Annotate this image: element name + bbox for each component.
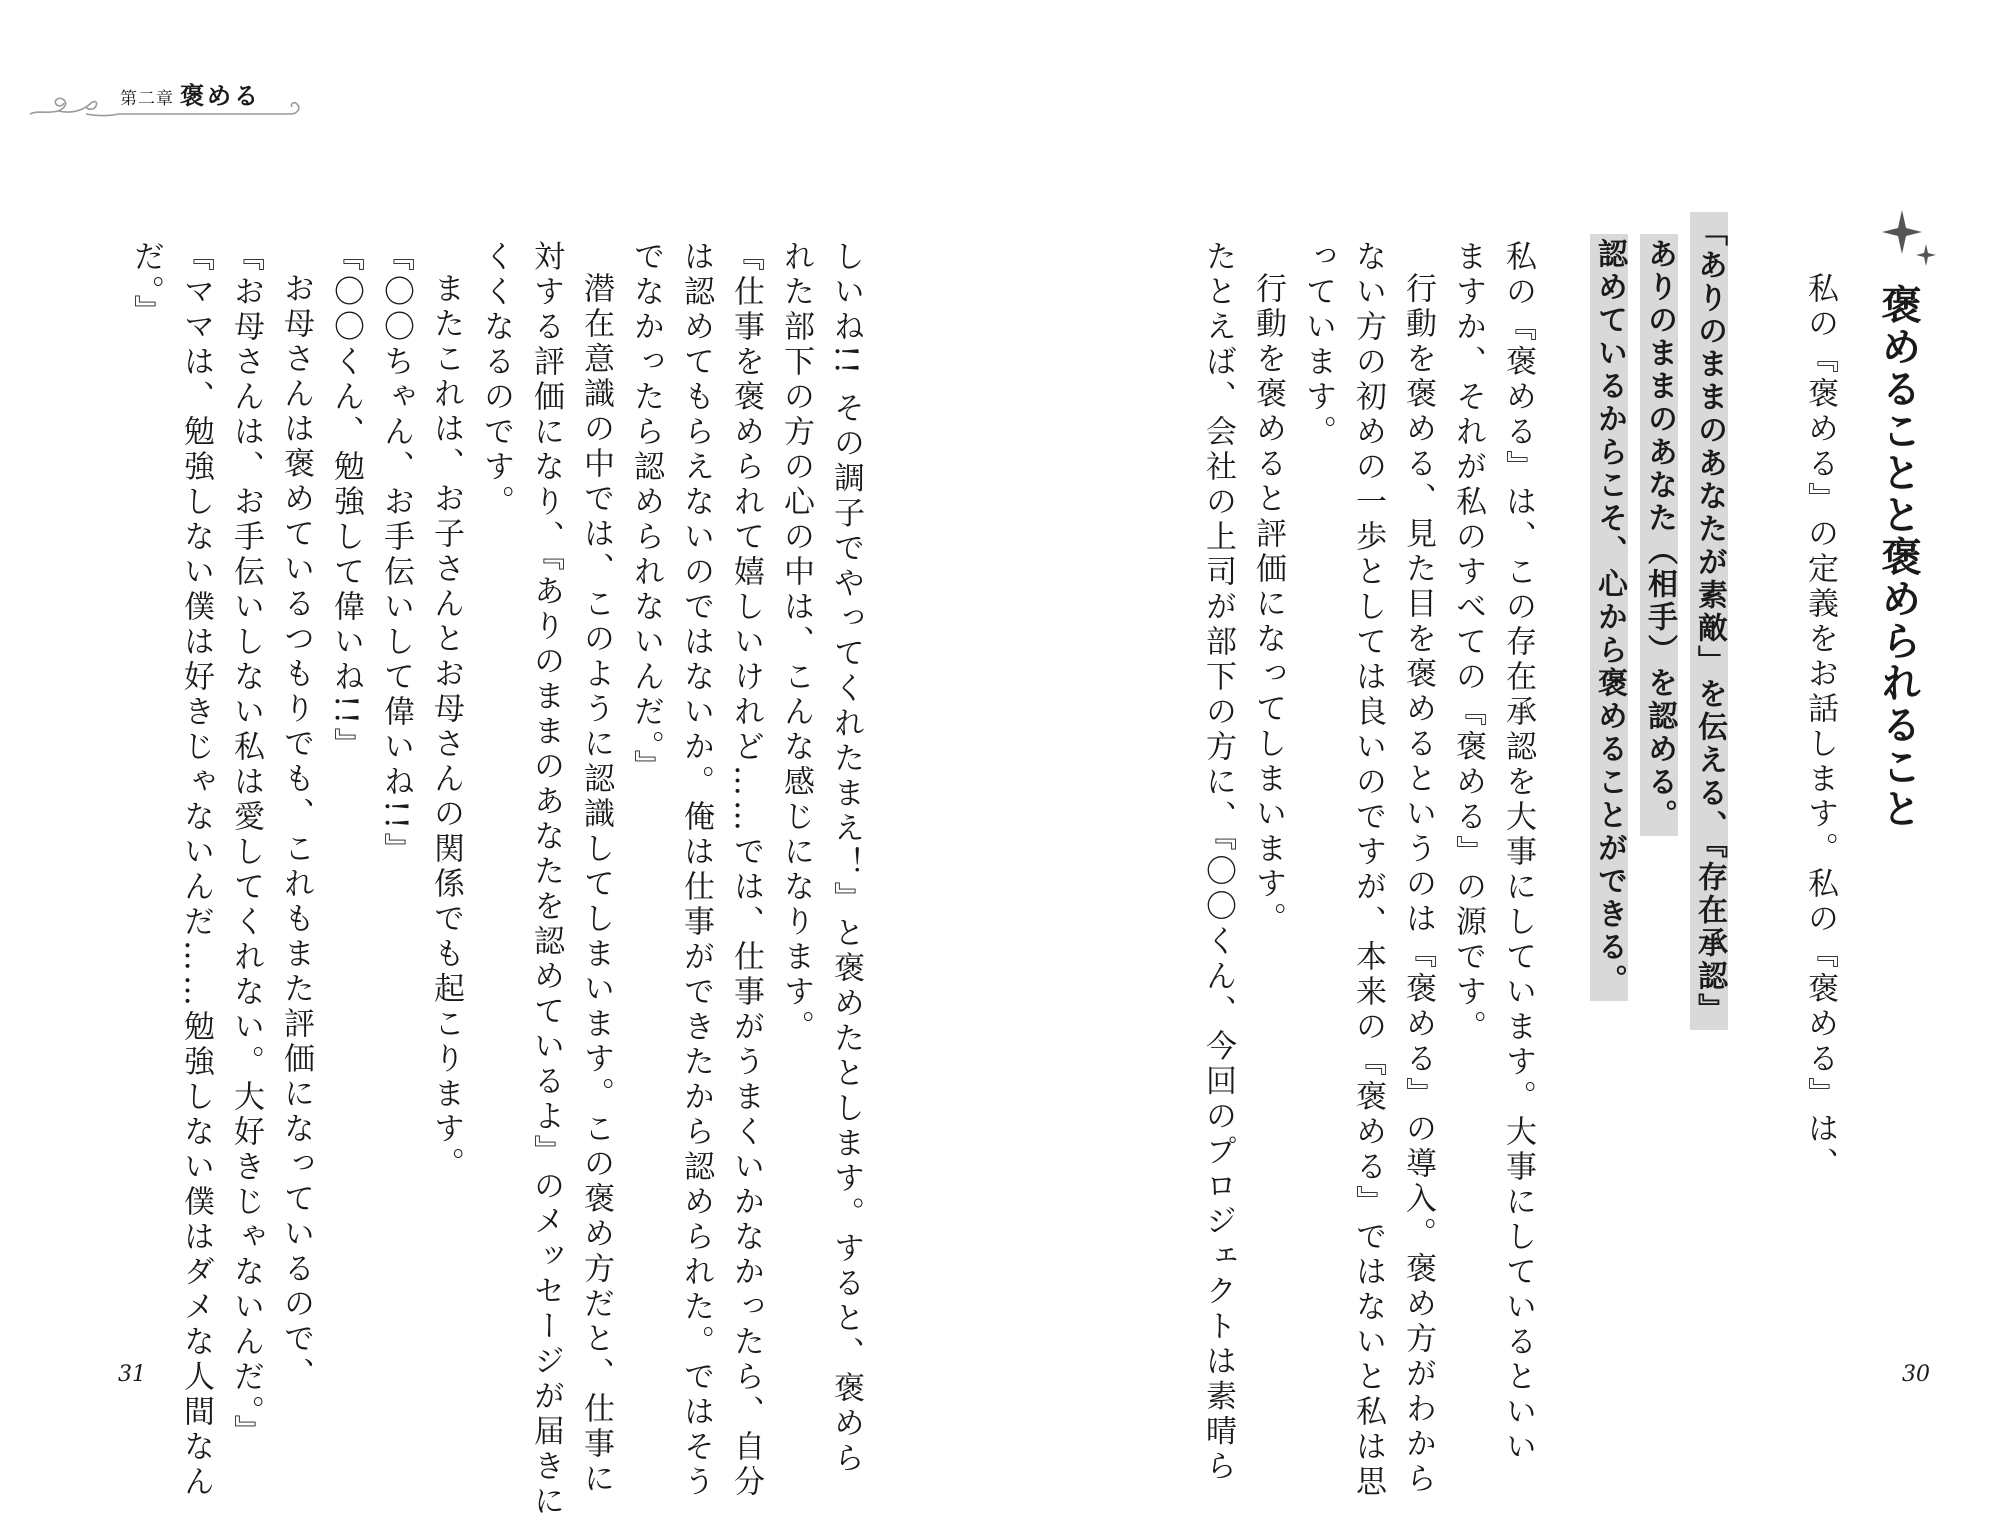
header-chapter: 第二章 bbox=[120, 89, 174, 109]
sparkle-icon bbox=[1880, 208, 1940, 270]
text-column: は認めてもらえないのではないか。俺は仕事ができたから認められた。ではそう bbox=[678, 240, 714, 1500]
highlighted-line: 「ありのままのあなたが素敵」を伝える、『存在承認』 bbox=[1690, 212, 1728, 1030]
text-column: 『〇〇くん、勉強して偉いね!!』 bbox=[328, 240, 364, 763]
highlighted-line: ありのままのあなた（相手）を認める。 bbox=[1640, 234, 1678, 836]
text-column: 私の『褒める』の定義をお話します。私の『褒める』は、 bbox=[1802, 272, 1838, 1182]
text-column: 行動を褒めると評価になってしまいます。 bbox=[1250, 272, 1286, 937]
text-column: しいね!! その調子でやってくれたまえ！』と褒めたとします。すると、褒めら bbox=[828, 240, 864, 1477]
text-column: っています。 bbox=[1300, 240, 1336, 450]
text-column: 『ママは、勉強しない僕は好きじゃないんだ……勉強しない僕はダメな人間なん bbox=[178, 240, 214, 1500]
text-column: 潜在意識の中では、このように認識してしまいます。この褒め方だと、仕事に bbox=[578, 272, 614, 1497]
page-number: 30 bbox=[1902, 1362, 1930, 1387]
text-column: 『仕事を褒められて嬉しいけれど……では、仕事がうまくいかなかったら、自分 bbox=[728, 240, 764, 1500]
text-column: 『〇〇ちゃん、お手伝いして偉いね!!』 bbox=[378, 240, 414, 868]
running-header bbox=[28, 70, 303, 122]
text-column: ますか、それが私のすべての『褒める』の源です。 bbox=[1450, 240, 1486, 1045]
header-label bbox=[120, 76, 261, 111]
section-heading: 褒めることと褒められること bbox=[1875, 284, 1921, 830]
text-column: またこれは、お子さんとお母さんの関係でも起こります。 bbox=[428, 272, 464, 1182]
text-column: 行動を褒める、見た目を褒めるというのは『褒める』の導入。褒め方がわから bbox=[1400, 272, 1436, 1497]
text-column: 私の『褒める』は、この存在承認を大事にしています。大事にしているといい bbox=[1500, 240, 1536, 1465]
text-column: でなかったら認められないんだ。』 bbox=[628, 240, 664, 785]
text-column: ない方の初めの一歩としては良いのですが、本来の『褒める』ではないと私は思 bbox=[1350, 240, 1386, 1500]
text-column: れた部下の方の心の中は、こんな感じになります。 bbox=[778, 240, 814, 1045]
text-column: 対する評価になり、『ありのままのあなたを認めているよ』のメッセージが届きに bbox=[528, 240, 564, 1520]
text-column: お母さんは褒めているつもりでも、これもまた評価になっているので、 bbox=[278, 272, 314, 1392]
text-column: だ。』 bbox=[128, 240, 164, 330]
highlighted-line: 認めているからこそ、心から褒めることができる。 bbox=[1590, 234, 1628, 1001]
text-column: たとえば、会社の上司が部下の方に、『〇〇くん、今回のプロジェクトは素晴ら bbox=[1200, 240, 1236, 1485]
text-column: くくなるのです。 bbox=[478, 240, 514, 520]
page-number: 31 bbox=[118, 1362, 146, 1387]
header-title: 褒める bbox=[180, 82, 261, 110]
text-column: 『お母さんは、お手伝いしない私は愛してくれない。大好きじゃないんだ。』 bbox=[228, 240, 264, 1450]
